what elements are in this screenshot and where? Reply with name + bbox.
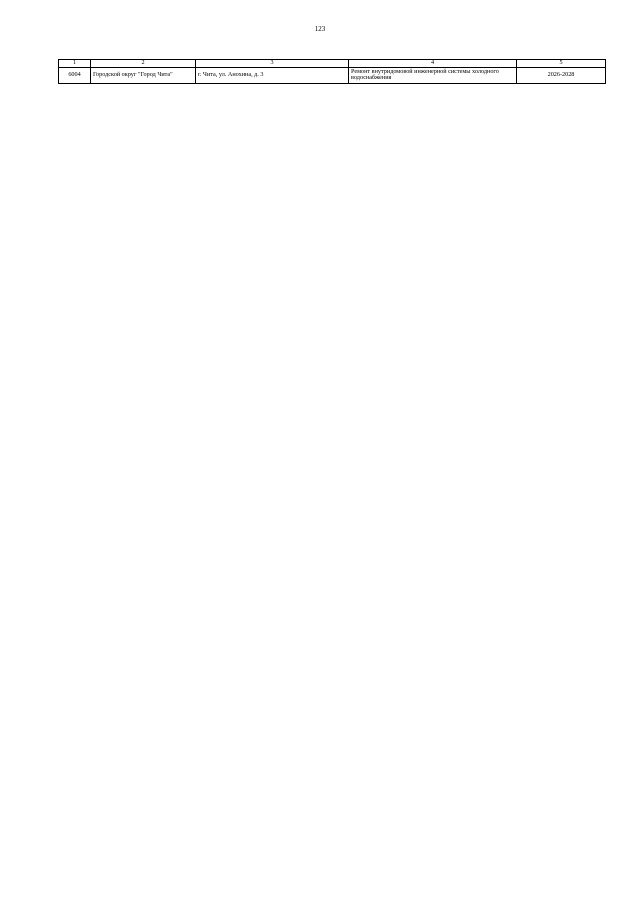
work-type-cell: Ремонт внутридомовой инженерной системы холодного водоснабжения	[349, 67, 517, 84]
column-header: 2	[91, 60, 196, 68]
municipality-cell: Городской округ "Город Чита"	[91, 67, 196, 84]
column-header: 5	[517, 60, 606, 68]
table-body	[59, 67, 606, 84]
column-header: 4	[349, 60, 517, 68]
period-cell: 2026-2028	[517, 67, 606, 84]
column-header: 1	[59, 60, 91, 68]
address-cell: г. Чита, ул. Анохина, д. 3	[196, 67, 349, 84]
works-table	[58, 59, 606, 84]
row-number-cell: 6004	[59, 67, 91, 84]
column-header: 3	[196, 60, 349, 68]
table-header-row	[59, 60, 606, 68]
table-row	[59, 67, 606, 84]
page-number: 123	[314, 25, 326, 33]
